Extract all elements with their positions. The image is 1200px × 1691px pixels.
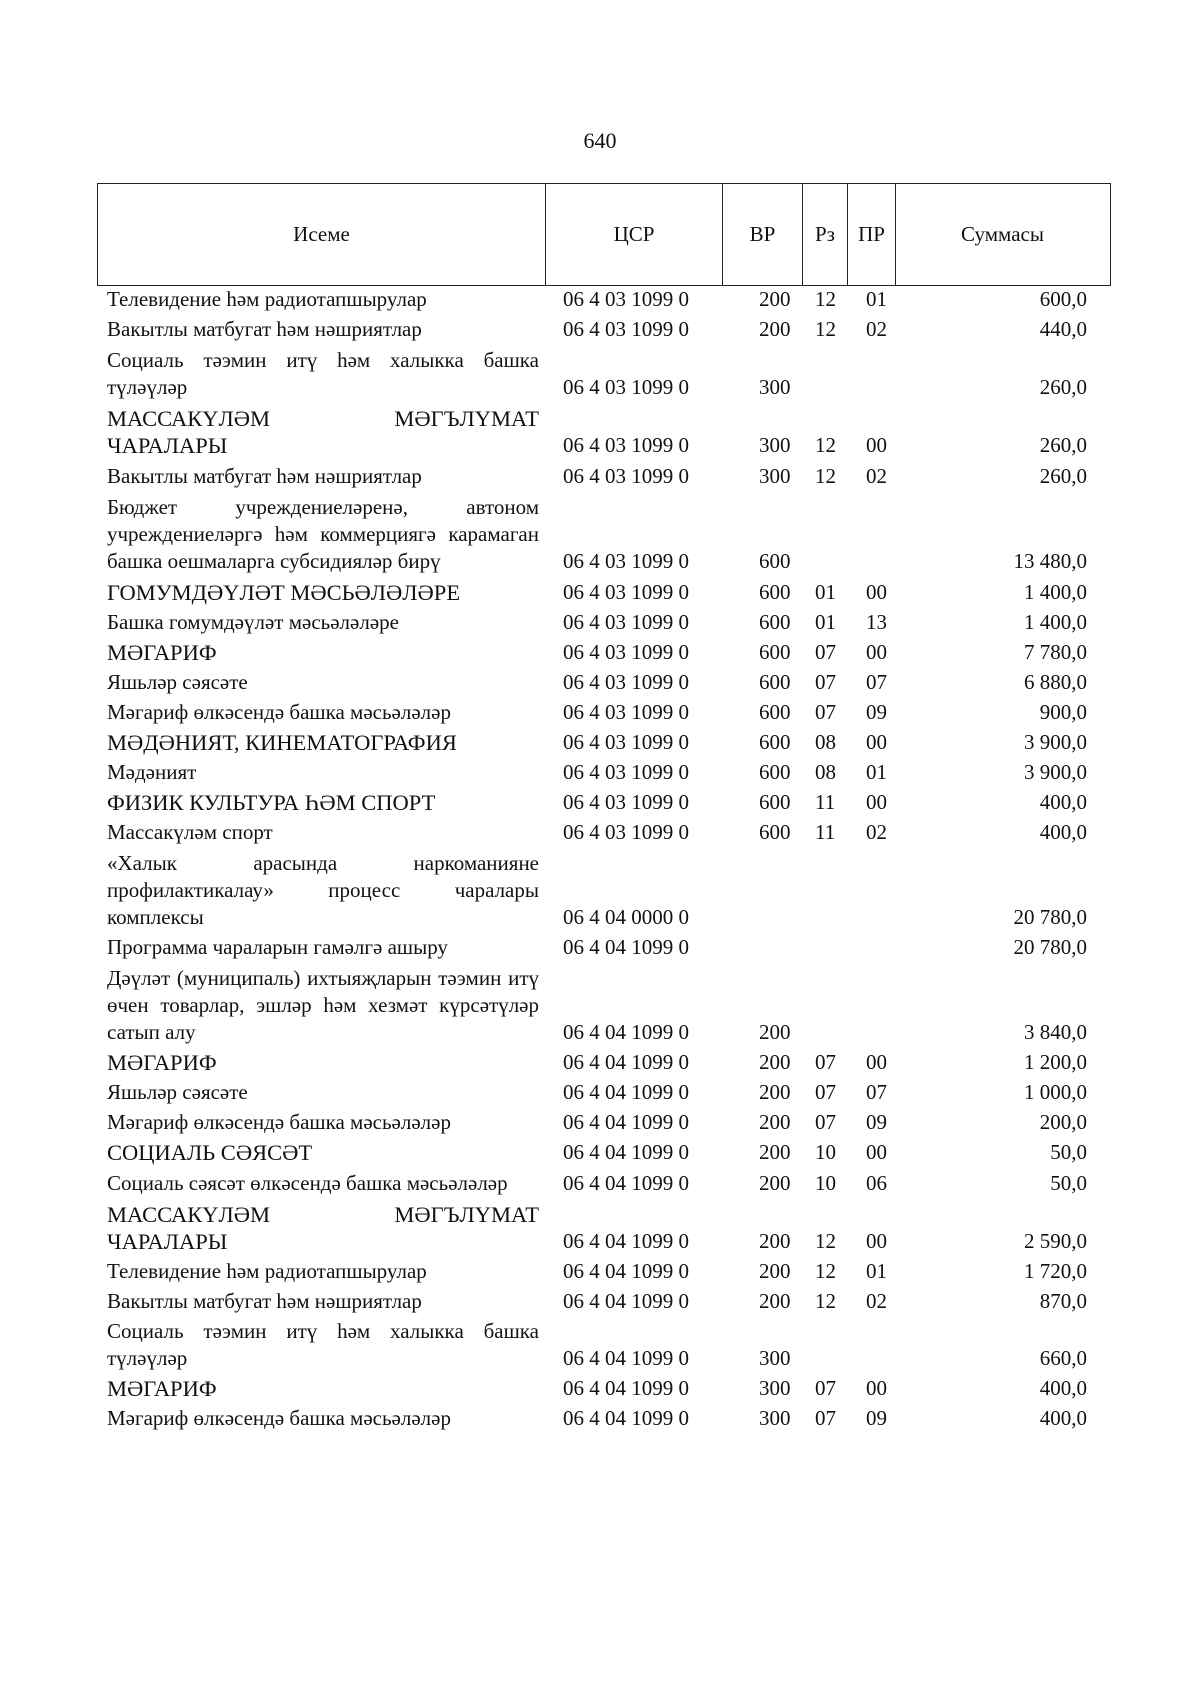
row-sum: 260,0 <box>1039 375 1087 399</box>
row-sum: 870,0 <box>1039 1289 1087 1313</box>
row-sum: 400,0 <box>1039 820 1087 844</box>
table-row <box>97 1318 1117 1372</box>
row-rz: 07 <box>815 1050 836 1074</box>
row-csr: 06 4 04 1099 0 <box>563 1080 689 1104</box>
row-sum: 6 880,0 <box>1024 670 1087 694</box>
row-name: «Халык арасында наркоманияне профилактикалау» процесс чаралары комплексы <box>107 851 539 929</box>
row-sum: 1 400,0 <box>1024 610 1087 634</box>
row-name: МӘДӘНИЯТ, КИНЕМАТОГРАФИЯ <box>107 730 457 755</box>
row-vr: 600 <box>759 580 791 604</box>
header-csr: ЦСР <box>545 184 722 285</box>
row-csr: 06 4 03 1099 0 <box>563 464 689 488</box>
row-name: Социаль сәясәт өлкәсендә башка мәсьәләләр <box>107 1171 508 1195</box>
table-row <box>97 819 1117 846</box>
row-pr: 00 <box>866 1050 887 1074</box>
table-row <box>97 463 1117 490</box>
row-pr: 00 <box>866 580 887 604</box>
row-pr: 00 <box>866 640 887 664</box>
table-row <box>97 609 1117 636</box>
row-rz: 07 <box>815 1376 836 1400</box>
row-vr: 200 <box>759 317 791 341</box>
row-pr: 02 <box>866 464 887 488</box>
table-row <box>97 1258 1117 1285</box>
row-pr: 09 <box>866 1110 887 1134</box>
row-vr: 200 <box>759 1289 791 1313</box>
row-sum: 3 840,0 <box>1024 1020 1087 1044</box>
table-row <box>97 729 1117 756</box>
row-vr: 300 <box>759 1346 791 1370</box>
row-sum: 1 200,0 <box>1024 1050 1087 1074</box>
row-sum: 600,0 <box>1039 287 1087 311</box>
row-rz: 10 <box>815 1140 836 1164</box>
row-pr: 09 <box>866 700 887 724</box>
table-row <box>97 934 1117 961</box>
row-csr: 06 4 04 1099 0 <box>563 1140 689 1164</box>
row-vr: 300 <box>759 1406 791 1430</box>
row-sum: 20 780,0 <box>1013 935 1087 959</box>
row-csr: 06 4 04 1099 0 <box>563 1376 689 1400</box>
table-row <box>97 405 1117 459</box>
row-rz: 08 <box>815 760 836 784</box>
row-sum: 7 780,0 <box>1024 640 1087 664</box>
row-pr: 01 <box>866 760 887 784</box>
row-rz: 11 <box>815 820 836 844</box>
row-rz: 01 <box>815 580 836 604</box>
row-sum: 3 900,0 <box>1024 730 1087 754</box>
table-row <box>97 347 1117 401</box>
row-sum: 400,0 <box>1039 790 1087 814</box>
row-name: Социаль тәэмин итү һәм халыкка башка түләүләр <box>107 1319 539 1370</box>
row-csr: 06 4 04 1099 0 <box>563 1229 689 1253</box>
table-row <box>97 639 1117 666</box>
row-csr: 06 4 03 1099 0 <box>563 610 689 634</box>
row-vr: 600 <box>759 549 791 573</box>
row-rz: 07 <box>815 700 836 724</box>
row-sum: 1 400,0 <box>1024 580 1087 604</box>
row-csr: 06 4 03 1099 0 <box>563 375 689 399</box>
row-pr: 00 <box>866 790 887 814</box>
row-csr: 06 4 03 1099 0 <box>563 549 689 573</box>
row-sum: 20 780,0 <box>1013 905 1087 929</box>
row-name: Яшьләр сәясәте <box>107 1080 248 1104</box>
row-rz: 12 <box>815 317 836 341</box>
row-name: Бюджет учреждениеләренә, автоном учреждениеләргә һәм коммерциягә карамаган башка оешмаларга субсидияләр бирү <box>107 495 539 573</box>
row-sum: 900,0 <box>1039 700 1087 724</box>
row-sum: 260,0 <box>1039 433 1087 457</box>
row-csr: 06 4 04 1099 0 <box>563 1171 689 1195</box>
table-row <box>97 699 1117 726</box>
row-vr: 600 <box>759 640 791 664</box>
row-csr: 06 4 04 1099 0 <box>563 1346 689 1370</box>
row-name: ФИЗИК КУЛЬТУРА ҺӘМ СПОРТ <box>107 790 436 815</box>
row-sum: 200,0 <box>1039 1110 1087 1134</box>
row-name: МӘГАРИФ <box>107 1376 217 1401</box>
row-name: Дәүләт (муниципаль) ихтыяҗларын тәэмин итү өчен товарлар, эшләр һәм хезмәт күрсәтүләр сатып алу <box>107 966 539 1044</box>
row-pr: 02 <box>866 820 887 844</box>
row-name: Программа чараларын гамәлгә ашыру <box>107 935 448 959</box>
row-vr: 200 <box>759 1229 791 1253</box>
row-pr: 02 <box>866 317 887 341</box>
table-row <box>97 850 1117 931</box>
row-rz: 07 <box>815 1110 836 1134</box>
row-vr: 300 <box>759 1376 791 1400</box>
row-pr: 01 <box>866 1259 887 1283</box>
row-csr: 06 4 03 1099 0 <box>563 433 689 457</box>
row-vr: 200 <box>759 1171 791 1195</box>
table-row <box>97 1288 1117 1315</box>
row-csr: 06 4 03 1099 0 <box>563 580 689 604</box>
row-pr: 01 <box>866 287 887 311</box>
table-row <box>97 494 1117 575</box>
row-rz: 08 <box>815 730 836 754</box>
row-csr: 06 4 03 1099 0 <box>563 730 689 754</box>
row-pr: 06 <box>866 1171 887 1195</box>
row-csr: 06 4 03 1099 0 <box>563 790 689 814</box>
row-vr: 200 <box>759 1259 791 1283</box>
row-sum: 3 900,0 <box>1024 760 1087 784</box>
row-csr: 06 4 04 1099 0 <box>563 935 689 959</box>
row-name: Социаль тәэмин итү һәм халыкка башка түләүләр <box>107 348 539 399</box>
row-pr: 07 <box>866 670 887 694</box>
row-rz: 12 <box>815 1229 836 1253</box>
row-sum: 400,0 <box>1039 1406 1087 1430</box>
table-row <box>97 789 1117 816</box>
row-pr: 09 <box>866 1406 887 1430</box>
row-name: ГОМУМДӘҮЛӘТ МӘСЬӘЛӘЛӘРЕ <box>107 580 461 605</box>
row-rz: 12 <box>815 1289 836 1313</box>
row-vr: 600 <box>759 760 791 784</box>
row-name: МӘГАРИФ <box>107 640 217 665</box>
table-row <box>97 759 1117 786</box>
header-vr: ВР <box>722 184 802 285</box>
row-vr: 200 <box>759 287 791 311</box>
row-rz: 07 <box>815 670 836 694</box>
row-name: Яшьләр сәясәте <box>107 670 248 694</box>
table-row <box>97 579 1117 606</box>
header-pr: ПР <box>847 184 895 285</box>
row-vr: 300 <box>759 375 791 399</box>
row-name: Массакүләм спорт <box>107 820 273 844</box>
row-vr: 200 <box>759 1110 791 1134</box>
table-row <box>97 1109 1117 1136</box>
row-vr: 600 <box>759 790 791 814</box>
row-name: Мәгариф өлкәсендә башка мәсьәләләр <box>107 1110 451 1134</box>
row-name: Телевидение һәм радиотапшырулар <box>107 1259 427 1283</box>
row-vr: 300 <box>759 464 791 488</box>
row-csr: 06 4 03 1099 0 <box>563 820 689 844</box>
row-sum: 50,0 <box>1050 1140 1087 1164</box>
row-sum: 260,0 <box>1039 464 1087 488</box>
row-pr: 00 <box>866 730 887 754</box>
row-vr: 600 <box>759 700 791 724</box>
row-csr: 06 4 03 1099 0 <box>563 760 689 784</box>
row-csr: 06 4 04 1099 0 <box>563 1259 689 1283</box>
row-rz: 12 <box>815 433 836 457</box>
row-pr: 00 <box>866 1229 887 1253</box>
header-rz: Рз <box>802 184 847 285</box>
row-sum: 1 000,0 <box>1024 1080 1087 1104</box>
row-name: МАССАКҮЛӘМ МӘГЪЛҮМАТ ЧАРАЛАРЫ <box>107 1202 539 1254</box>
row-name: Телевидение һәм радиотапшырулар <box>107 287 427 311</box>
row-csr: 06 4 04 1099 0 <box>563 1289 689 1313</box>
header-sum: Суммасы <box>895 184 1109 285</box>
row-sum: 440,0 <box>1039 317 1087 341</box>
table-row <box>97 965 1117 1046</box>
row-sum: 660,0 <box>1039 1346 1087 1370</box>
row-sum: 2 590,0 <box>1024 1229 1087 1253</box>
row-vr: 200 <box>759 1050 791 1074</box>
row-csr: 06 4 04 1099 0 <box>563 1050 689 1074</box>
row-csr: 06 4 03 1099 0 <box>563 640 689 664</box>
row-sum: 1 720,0 <box>1024 1259 1087 1283</box>
row-sum: 400,0 <box>1039 1376 1087 1400</box>
row-rz: 11 <box>815 790 836 814</box>
row-sum: 13 480,0 <box>1013 549 1087 573</box>
table-row <box>97 1170 1117 1197</box>
row-rz: 07 <box>815 640 836 664</box>
page-number: 640 <box>583 128 617 153</box>
row-name: МАССАКҮЛӘМ МӘГЪЛҮМАТ ЧАРАЛАРЫ <box>107 406 539 458</box>
table-row <box>97 1405 1117 1432</box>
row-rz: 12 <box>815 1259 836 1283</box>
row-name: Мәгариф өлкәсендә башка мәсьәләләр <box>107 700 451 724</box>
table-row <box>97 1079 1117 1106</box>
row-vr: 600 <box>759 820 791 844</box>
row-vr: 200 <box>759 1140 791 1164</box>
row-rz: 07 <box>815 1080 836 1104</box>
row-csr: 06 4 03 1099 0 <box>563 317 689 341</box>
row-vr: 600 <box>759 610 791 634</box>
row-pr: 00 <box>866 1140 887 1164</box>
row-vr: 300 <box>759 433 791 457</box>
row-csr: 06 4 04 1099 0 <box>563 1020 689 1044</box>
row-name: Вакытлы матбугат һәм нәшриятлар <box>107 317 422 341</box>
row-vr: 600 <box>759 670 791 694</box>
row-vr: 600 <box>759 730 791 754</box>
row-name: Мәгариф өлкәсендә башка мәсьәләләр <box>107 1406 451 1430</box>
row-csr: 06 4 04 1099 0 <box>563 1406 689 1430</box>
table-row <box>97 1375 1117 1402</box>
row-pr: 00 <box>866 433 887 457</box>
row-csr: 06 4 03 1099 0 <box>563 700 689 724</box>
row-csr: 06 4 04 1099 0 <box>563 1110 689 1134</box>
row-name: Вакытлы матбугат һәм нәшриятлар <box>107 464 422 488</box>
row-rz: 07 <box>815 1406 836 1430</box>
row-pr: 00 <box>866 1376 887 1400</box>
row-pr: 07 <box>866 1080 887 1104</box>
row-pr: 02 <box>866 1289 887 1313</box>
row-vr: 200 <box>759 1080 791 1104</box>
row-csr: 06 4 03 1099 0 <box>563 287 689 311</box>
row-csr: 06 4 04 0000 0 <box>563 905 689 929</box>
row-sum: 50,0 <box>1050 1171 1087 1195</box>
row-name: СОЦИАЛЬ СӘЯСӘТ <box>107 1140 313 1165</box>
row-rz: 10 <box>815 1171 836 1195</box>
row-pr: 13 <box>866 610 887 634</box>
table-body <box>97 286 1117 1432</box>
row-name: Вакытлы матбугат һәм нәшриятлар <box>107 1289 422 1313</box>
row-name: Башка гомумдәүләт мәсьәләләре <box>107 610 399 634</box>
row-name: МӘГАРИФ <box>107 1050 217 1075</box>
row-name: Мәдәният <box>107 760 197 784</box>
table-row <box>97 316 1117 343</box>
header-name: Исеме <box>293 222 350 246</box>
table-header <box>97 183 1111 286</box>
row-rz: 12 <box>815 464 836 488</box>
row-vr: 200 <box>759 1020 791 1044</box>
table-row <box>97 1139 1117 1166</box>
row-rz: 01 <box>815 610 836 634</box>
table-row <box>97 1049 1117 1076</box>
row-rz: 12 <box>815 287 836 311</box>
table-row <box>97 669 1117 696</box>
row-csr: 06 4 03 1099 0 <box>563 670 689 694</box>
table-row <box>97 1201 1117 1255</box>
table-row <box>97 286 1117 313</box>
